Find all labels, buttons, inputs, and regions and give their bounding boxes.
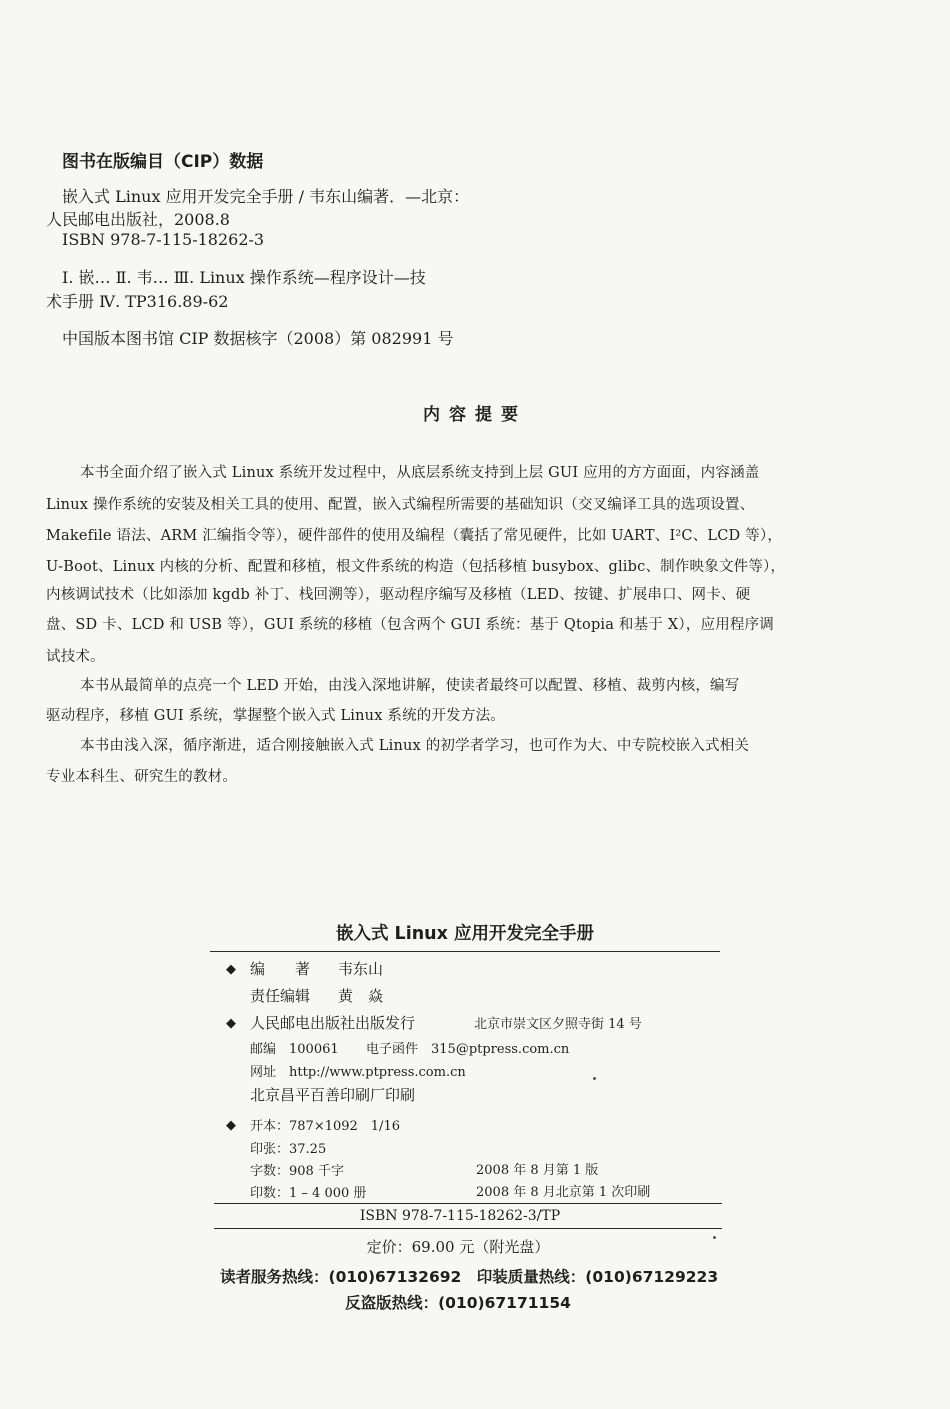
anti-piracy-hotline: 反盗版热线：(010)67171154 (345, 1294, 571, 1312)
author-name: 韦东山 (338, 960, 384, 978)
summary-p3-line: 专业本科生、研究生的教材。 (46, 769, 238, 785)
isbn-bottom-rule (214, 1228, 722, 1229)
edition: 2008 年 8 月第 1 版 (476, 1163, 599, 1178)
summary-p1-line: 盘、SD 卡、LCD 和 USB 等），GUI 系统的移植（包含两个 GUI 系统：基于 Qtopia 和基于 X），应用程序调 (46, 617, 774, 633)
colophon-top-rule (210, 951, 720, 952)
postcode: 邮编 100061 (250, 1042, 339, 1057)
email: 电子函件 315@ptpress.com.cn (366, 1042, 570, 1057)
colophon-title: 嵌入式 Linux 应用开发完全手册 (335, 924, 595, 944)
summary-p1-line: U-Boot、Linux 内核的分析、配置和移植，根文件系统的构造（包括移植 busybox、glibc、制作映象文件等）， (46, 559, 786, 575)
cip-line-6: 中国版本图书馆 CIP 数据核字（2008）第 082991 号 (62, 329, 454, 348)
editor-name: 黄 焱 (338, 987, 384, 1005)
summary-p1-line: 内核调试技术（比如添加 kgdb 补丁、栈回溯等），驱动程序编写及移植（LED、按键、扩展串口、网卡、硬 (46, 587, 751, 603)
summary-p2-line: 驱动程序，移植 GUI 系统，掌握整个嵌入式 Linux 系统的开发方法。 (46, 708, 505, 724)
printing: 2008 年 8 月北京第 1 次印刷 (476, 1185, 651, 1200)
publisher: 人民邮电出版社出版发行 (250, 1014, 416, 1032)
website: 网址 http://www.ptpress.com.cn (250, 1065, 466, 1080)
service-hotlines: 读者服务热线：(010)67132692 印装质量热线：(010)67129223 (220, 1268, 719, 1286)
summary-title: 内容提要 (423, 405, 527, 425)
author-label: 编 著 (250, 960, 311, 978)
bullet-icon: ◆ (226, 1118, 236, 1133)
cip-title: 图书在版编目（CIP）数据 (62, 152, 264, 172)
bullet-icon: ◆ (226, 1016, 236, 1031)
summary-p1-line: 试技术。 (46, 649, 105, 665)
word-count: 字数：908 千字 (250, 1164, 344, 1179)
editor-label: 责任编辑 (250, 987, 311, 1005)
summary-p1-line: 本书全面介绍了嵌入式 Linux 系统开发过程中，从底层系统支持到上层 GUI 应用的方方面面，内容涵盖 (80, 465, 760, 481)
summary-p1-line: Makefile 语法、ARM 汇编指令等），硬件部件的使用及编程（囊括了常见硬件，比如 UART、I²C、LCD 等）， (46, 528, 783, 544)
print-sheets: 印张：37.25 (250, 1142, 327, 1157)
cip-line-2: 人民邮电出版社，2008.8 (46, 210, 230, 229)
summary-p3-line: 本书由浅入深，循序渐进，适合刚接触嵌入式 Linux 的初学者学习，也可作为大、中专院校嵌入式相关 (80, 738, 750, 754)
price: 定价：69.00 元（附光盘） (366, 1238, 550, 1256)
cip-line-4: Ⅰ. 嵌… Ⅱ. 韦… Ⅲ. Linux 操作系统—程序设计—技 (62, 268, 426, 287)
format: 开本：787×1092 1/16 (250, 1119, 400, 1134)
print-run: 印数：1 – 4 000 册 (250, 1186, 367, 1201)
isbn-code: ISBN 978-7-115-18262-3/TP (359, 1208, 561, 1224)
print-speck (593, 1077, 596, 1080)
summary-p2-line: 本书从最简单的点亮一个 LED 开始，由浅入深地讲解，使读者最终可以配置、移植、裁剪内核，编写 (80, 678, 740, 694)
cip-line-1: 嵌入式 Linux 应用开发完全手册 / 韦东山编著．—北京： (62, 187, 470, 206)
publisher-address: 北京市崇文区夕照寺街 14 号 (474, 1017, 642, 1032)
printer: 北京昌平百善印刷厂印刷 (250, 1086, 416, 1104)
cip-line-3: ISBN 978-7-115-18262-3 (62, 230, 265, 249)
isbn-top-rule (214, 1203, 722, 1204)
bullet-icon: ◆ (226, 962, 236, 977)
summary-p1-line: Linux 操作系统的安装及相关工具的使用、配置，嵌入式编程所需要的基础知识（交叉编译工具的选项设置、 (46, 497, 755, 513)
cip-line-5: 术手册 Ⅳ. TP316.89-62 (46, 292, 229, 311)
